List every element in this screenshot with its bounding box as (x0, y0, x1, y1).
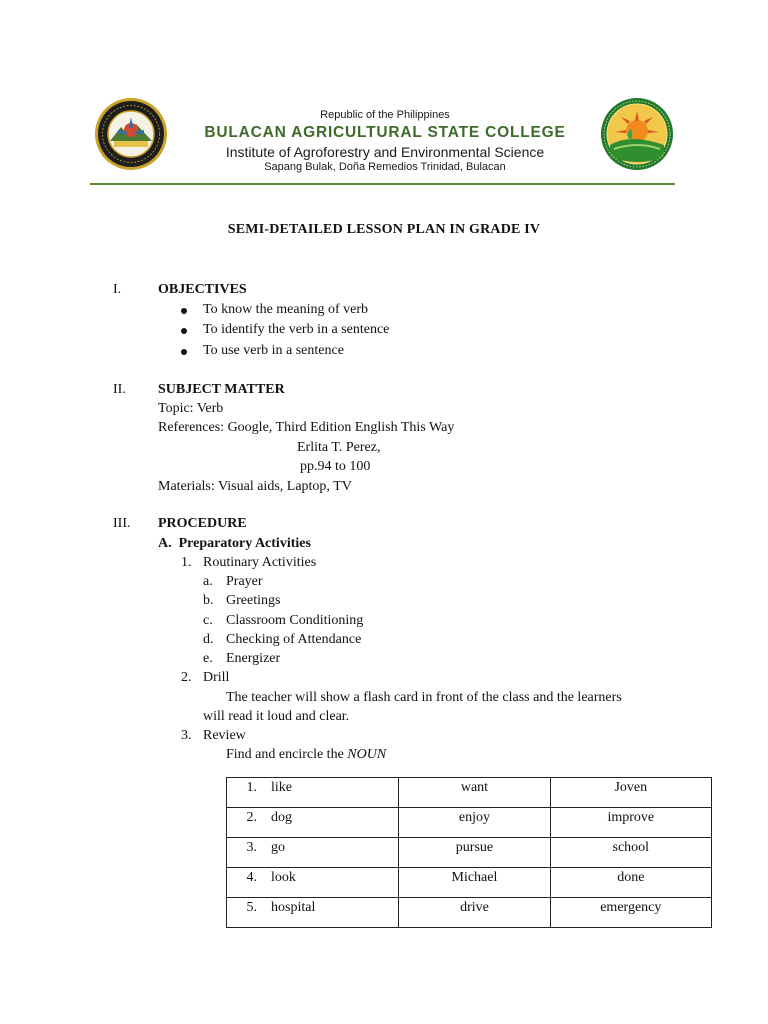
activity-letter: b. (203, 593, 214, 608)
word-cell: emergency (600, 900, 662, 915)
row-number: 1. (246, 780, 257, 795)
activity-letter: c. (203, 613, 213, 628)
step-number: 3. (181, 728, 192, 743)
word-cell: want (460, 780, 489, 795)
objective-item: To use verb in a sentence (203, 343, 344, 358)
section-heading-subject-matter: SUBJECT MATTER (158, 382, 285, 397)
word-cell: Michael (451, 870, 498, 885)
word-cell: done (617, 870, 645, 885)
references-line: References: Google, Third Edition English This Way (158, 420, 455, 435)
activity-letter: e. (203, 651, 213, 666)
table-cell (550, 778, 711, 808)
word-cell: pursue (455, 840, 494, 855)
row-number: 2. (246, 810, 257, 825)
table-cell (550, 868, 711, 898)
review-instruction (226, 747, 386, 763)
row-number: 5. (246, 900, 257, 915)
table-cell (399, 838, 550, 868)
bullet-marker (181, 349, 187, 355)
word-cell: look (271, 870, 296, 885)
reference-pages: pp.94 to 100 (300, 459, 371, 474)
header-divider (90, 183, 675, 185)
section-heading-procedure: PROCEDURE (158, 516, 247, 531)
college-name: BULACAN AGRICULTURAL STATE COLLEGE (204, 124, 566, 141)
table-cell (227, 898, 399, 928)
review-instruction-text: Find and encircle the (226, 747, 348, 762)
section-numeral: III. (113, 516, 131, 531)
row-number: 4. (246, 870, 257, 885)
table-row (227, 838, 712, 868)
table-cell (399, 808, 550, 838)
step-number: 1. (181, 555, 192, 570)
institute-seal-logo (600, 97, 674, 171)
table-cell (227, 838, 399, 868)
table-row (227, 778, 712, 808)
word-cell: Joven (614, 780, 648, 795)
word-cell: drive (460, 900, 489, 915)
table-cell (550, 838, 711, 868)
table-cell (399, 868, 550, 898)
activity-label: Greetings (226, 593, 281, 608)
subsection-preparatory-activities: A. Preparatory Activities (158, 536, 311, 551)
word-cell: school (612, 840, 650, 855)
word-cell: like (271, 780, 292, 795)
table-row (227, 898, 712, 928)
word-cell: enjoy (458, 810, 490, 825)
table-cell (227, 868, 399, 898)
activity-letter: a. (203, 574, 213, 589)
step-label: Drill (203, 670, 230, 685)
reference-author: Erlita T. Perez, (297, 440, 381, 455)
table-cell (399, 898, 550, 928)
review-keyword: NOUN (347, 747, 387, 762)
step-label: Routinary Activities (203, 555, 317, 570)
table-row (227, 868, 712, 898)
topic-line: Topic: Verb (158, 401, 224, 416)
page-title: SEMI-DETAILED LESSON PLAN IN GRADE IV (227, 222, 541, 237)
table-cell (227, 778, 399, 808)
table-cell (227, 808, 399, 838)
table-cell (550, 898, 711, 928)
word-table (226, 777, 712, 928)
section-heading-objectives: OBJECTIVES (158, 282, 247, 297)
activity-label: Energizer (226, 651, 281, 666)
row-number: 3. (246, 840, 257, 855)
table-row (227, 808, 712, 838)
objective-item: To know the meaning of verb (203, 302, 369, 317)
word-cell: dog (271, 810, 292, 825)
activity-label: Checking of Attendance (226, 632, 362, 647)
section-numeral: II. (113, 382, 126, 397)
table-cell (550, 808, 711, 838)
republic-line: Republic of the Philippines (320, 109, 450, 121)
step-label: Review (203, 728, 246, 743)
activity-letter: d. (203, 632, 214, 647)
section-numeral: I. (113, 282, 122, 297)
drill-description-continued: will read it loud and clear. (203, 709, 350, 724)
drill-description: The teacher will show a flash card in front of the class and the learners (226, 690, 622, 705)
word-cell: hospital (271, 900, 316, 915)
college-seal-logo (94, 97, 168, 171)
college-address: Sapang Bulak, Doña Remedios Trinidad, Bulacan (264, 161, 506, 173)
bullet-marker (181, 328, 187, 334)
bullet-marker (181, 308, 187, 314)
objective-item: To identify the verb in a sentence (203, 322, 390, 337)
table-cell (399, 778, 550, 808)
institute-name: Institute of Agroforestry and Environmental Science (225, 144, 545, 160)
materials-line: Materials: Visual aids, Laptop, TV (158, 479, 352, 494)
step-number: 2. (181, 670, 192, 685)
word-cell: improve (607, 810, 655, 825)
activity-label: Prayer (226, 574, 263, 589)
activity-label: Classroom Conditioning (226, 613, 364, 628)
word-cell: go (271, 840, 285, 855)
